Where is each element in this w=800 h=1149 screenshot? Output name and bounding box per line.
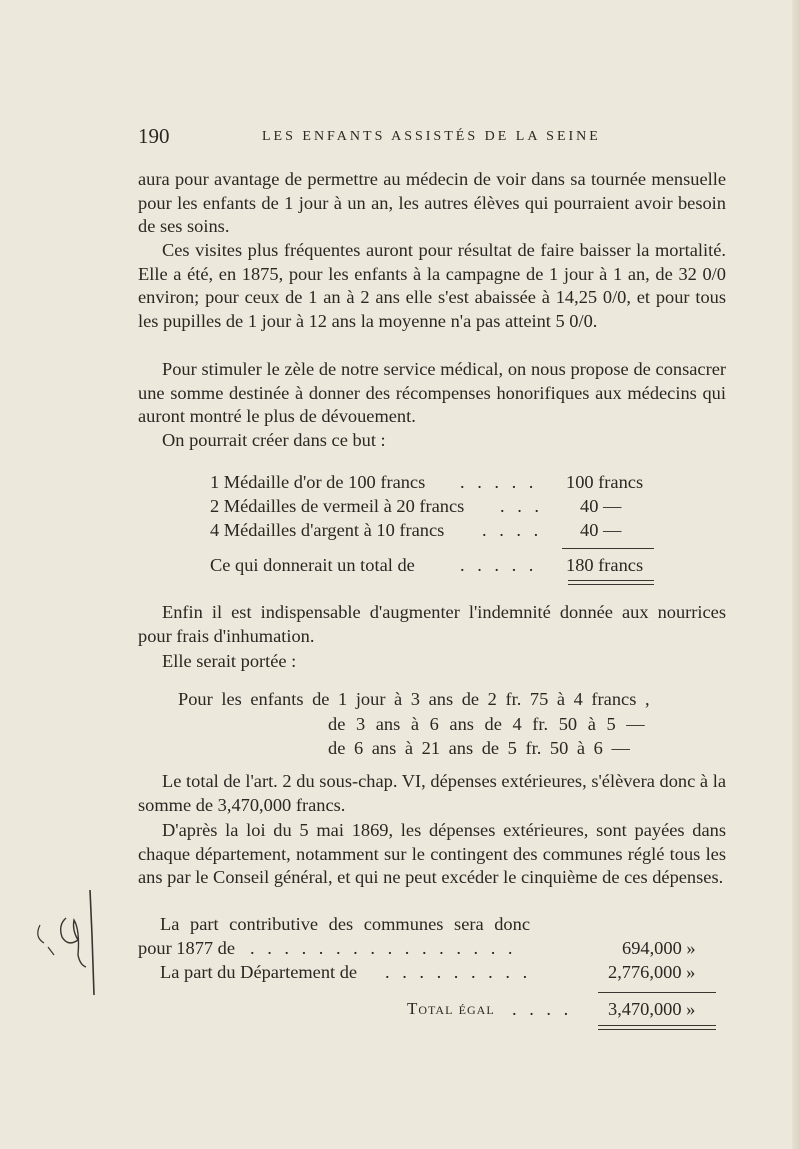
page-header — [138, 124, 718, 150]
medals-total-amount: 180 francs — [566, 555, 644, 575]
paragraph-3: Pour stimuler le zèle de notre service médical, on nous propose de consacrer une somme destinée à donner des récompenses honorifiques aux médecins qui auront montré le plus de dévouement. — [138, 359, 726, 427]
medal-row-1-dots: . . . . . — [460, 472, 538, 492]
medals-sum-rule — [562, 548, 654, 549]
medals-total-double-rule — [568, 580, 654, 585]
rate-line-1: Pour les enfants de 1 jour à 3 ans de 2 fr. 75 à 4 francs , — [178, 689, 650, 709]
paragraph-4: On pourrait créer dans ce but : — [162, 430, 386, 450]
medal-row-2-amount: 40 — — [580, 496, 622, 516]
medal-row-2-label: 2 Médailles de vermeil à 20 francs — [210, 496, 465, 516]
contrib-total-double-rule — [598, 1025, 716, 1030]
running-title: LES ENFANTS ASSISTÉS DE LA SEINE — [262, 129, 601, 144]
page-edge — [792, 0, 800, 1149]
contrib-communes-dots: . . . . . . . . . . . . . . . . — [250, 938, 517, 958]
medal-row-1-amount: 100 francs — [566, 472, 644, 492]
medal-row-1-label: 1 Médaille d'or de 100 francs — [210, 472, 426, 492]
handwritten-margin-mark — [28, 885, 108, 1000]
page-number: 190 — [138, 124, 170, 148]
medal-row-3-amount: 40 — — [580, 520, 622, 540]
contrib-total-amount: 3,470,000 » — [608, 999, 696, 1019]
paragraph-2: Ces visites plus fréquentes auront pour résultat de faire baisser la mortalité. Elle a été, en 1875, pour les enfants à la campagne de 1 jour à 1 an, de 32 0/0 environ; pour ceux de 1 an à 2 ans elle s'est abaissée à 14,25 0/0, et pour tous les pupilles de 1 jour à 12 ans la moyenne n'a pas atteint 5 0/0. — [138, 240, 726, 331]
paragraph-8: D'après la loi du 5 mai 1869, les dépenses extérieures, sont payées dans chaque département, notamment sur le contingent des communes réglé tous les ans par le Conseil général, et qui ne peut excéder le cinquième de ces dépenses. — [138, 820, 726, 888]
contrib-communes-amount: 694,000 » — [622, 938, 696, 958]
contrib-total-dots: . . . . — [512, 999, 573, 1019]
paragraph-1: aura pour avantage de permettre au médecin de voir dans sa tournée mensuelle pour les enfants de 1 jour à un an, les autres élèves qui pourraient avoir besoin de ses soins. — [138, 169, 726, 237]
contrib-total-label: Total égal — [407, 999, 495, 1018]
rate-line-2: de 3 ans à 6 ans de 4 fr. 50 à 5 — — [328, 714, 645, 734]
contrib-dept-amount: 2,776,000 » — [608, 962, 696, 982]
contrib-intro: La part contributive des communes sera donc — [160, 914, 530, 934]
rate-line-3: de 6 ans à 21 ans de 5 fr. 50 à 6 — — [328, 738, 630, 758]
paragraph-6: Elle serait portée : — [162, 651, 297, 671]
medals-total-label: Ce qui donnerait un total de — [210, 555, 415, 575]
medal-row-3-dots: . . . . — [482, 520, 543, 540]
contrib-sum-rule — [598, 992, 716, 993]
paragraph-7: Le total de l'art. 2 du sous-chap. VI, dépenses extérieures, s'élèvera donc à la somme de 3,470,000 francs. — [138, 771, 726, 815]
paragraph-5: Enfin il est indispensable d'augmenter l'indemnité donnée aux nourrices pour frais d'inhumation. — [138, 602, 726, 646]
medal-row-3-label: 4 Médailles d'argent à 10 francs — [210, 520, 445, 540]
contrib-communes-label: pour 1877 de — [138, 938, 236, 958]
medal-row-2-dots: . . . — [500, 496, 543, 516]
contrib-dept-label: La part du Département de — [160, 962, 358, 982]
contrib-dept-dots: . . . . . . . . . — [385, 962, 532, 982]
medals-total-dots: . . . . . — [460, 555, 538, 575]
